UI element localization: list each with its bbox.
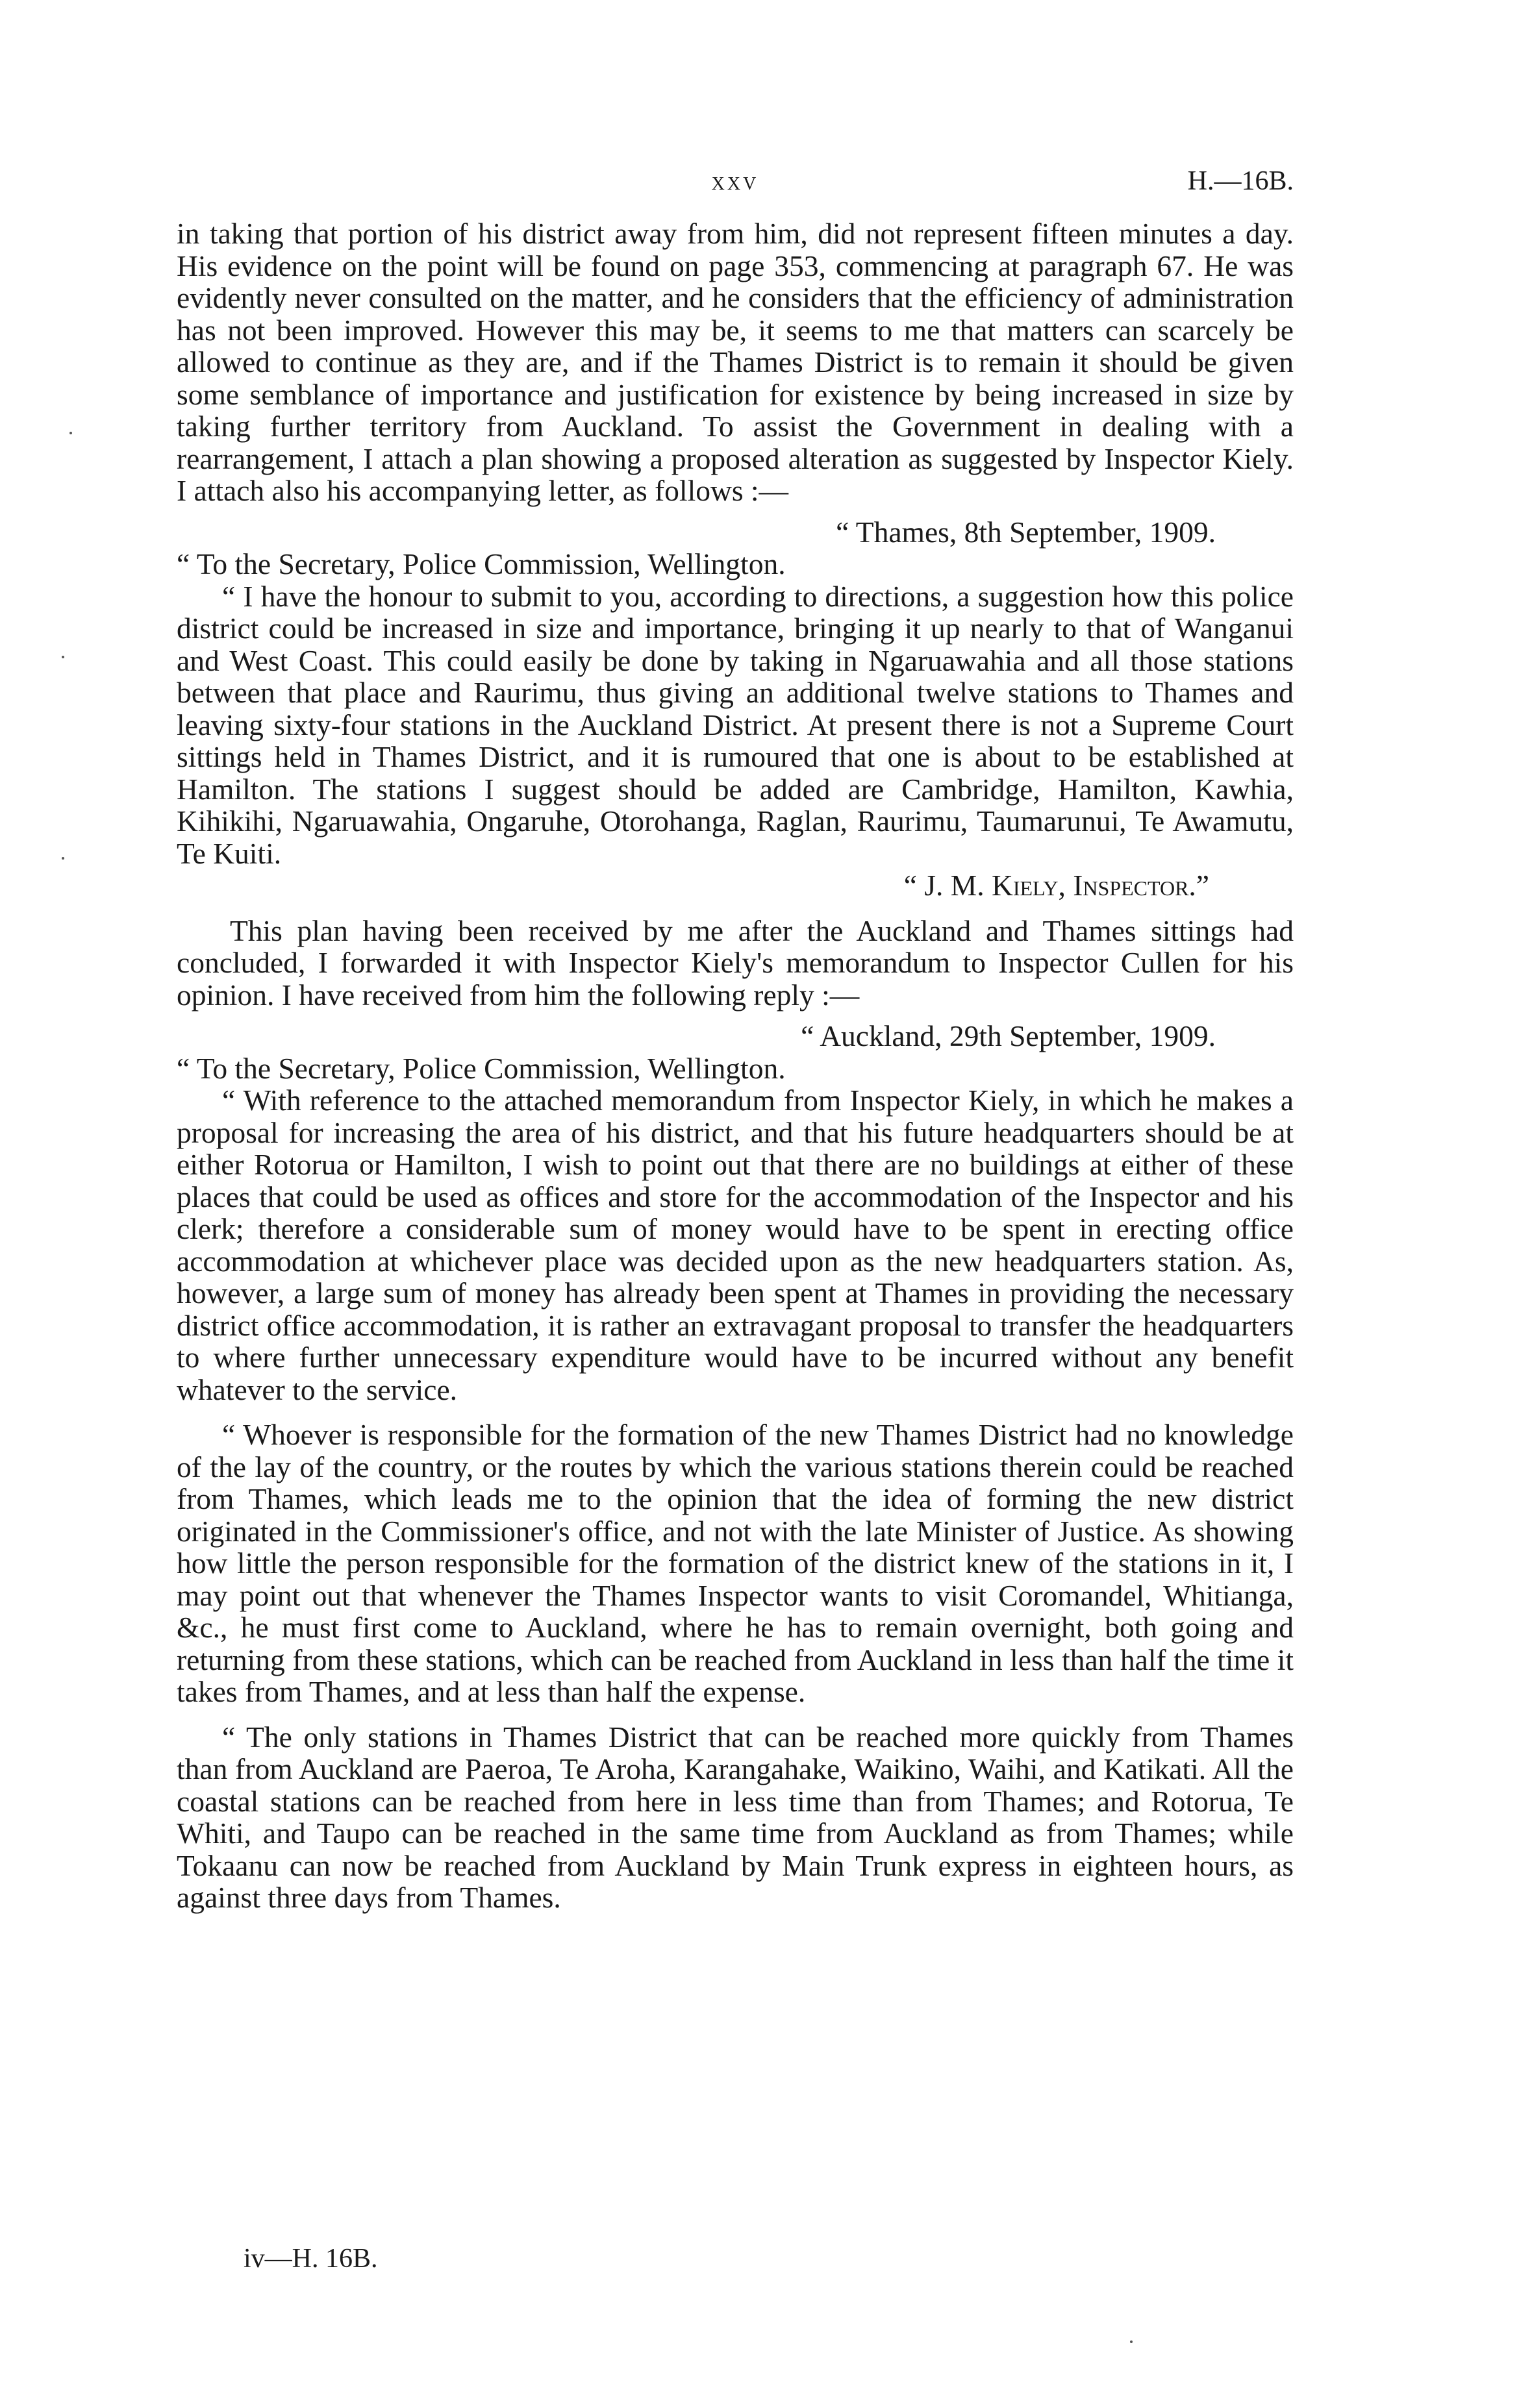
letter-body-kiely: “ I have the honour to submit to you, according to directions, a suggestion how this police district could be increased in size and importance, bringing it up nearly to that of Wanganui and West Coast. This could easily be done by taking in Ngaruawahia and all those stations between that place and Raurimu, thus giving an additional twelve stations to Thames and leaving sixty-four stations in the Auckland District. At present there is not a Supreme Court sittings held in Thames District, and it is rumoured that one is about to be established at Hamilton. The stations I suggest should be added are Cambridge, Hamilton, Kawhia, Kihikihi, Ngaruawahia, Ongaruhe, Otorohanga, Raglan, Raurimu, Taumarunui, Te Awamutu, Te Kuiti. — [177, 579, 1294, 870]
signature-mark: iv—H. 16B. — [244, 2244, 378, 2274]
letter-date-thames: “ Thames, 8th September, 1909. — [836, 515, 1216, 549]
letter-addressee: “ To the Secretary, Police Commission, Wellington. — [177, 1051, 786, 1085]
scan-speck — [62, 857, 64, 860]
letter-date-auckland: “ Auckland, 29th September, 1909. — [801, 1019, 1216, 1052]
page-header — [177, 166, 1294, 205]
scan-speck — [69, 432, 72, 434]
letter-body-cullen-2: “ Whoever is responsible for the formation of the new Thames District had no knowledge of the lay of the country, or the routes by which the various stations therein could be reached from Thames, which leads me to the opinion that the idea of forming the new district originated in the Commissioner's office, and not with the late Minister of Justice. As showing how little the person responsible for the formation of the district knew of the stations in it, I may point out that whenever the Thames Inspector wants to visit Coromandel, Whitianga, &c., he must first come to Auckland, where he has to remain overnight, both going and returning from these stations, which can be reached from Auckland in less than half the time it takes from Thames, and at less than half the expense. — [177, 1418, 1294, 1708]
letter-body-cullen-1: “ With reference to the attached memorandum from Inspector Kiely, in which he makes a proposal for increasing the area of his district, and that his future headquarters should be at either Rotorua or Hamilton, I wish to point out that there are no buildings at either of these places that could be used as offices and store for the accommodation of the Inspector and his clerk; therefore a considerable sum of money would have to be spent in erecting office accommodation at whichever place was decided upon as the new headquarters station. As, however, a large sum of money has already been spent at Thames in providing the necessary district office accommodation, it is rather an extravagant proposal to transfer the headquarters to where further unnecessary expenditure would have to be incurred without any benefit whatever to the service. — [177, 1084, 1294, 1406]
document-body — [177, 217, 1294, 1914]
paragraph-plan-received: This plan having been received by me after the Auckland and Thames sittings had concluded, I forwarded it with Inspector Kiely's memorandum to Inspector Cullen for his opinion. I have received from him the following reply :— — [177, 913, 1294, 1012]
document-reference: H.—16B. — [1187, 166, 1294, 196]
scan-speck — [62, 656, 64, 658]
scan-speck — [1130, 2340, 1133, 2343]
letter-body-cullen-3: “ The only stations in Thames District that can be reached more quickly from Thames than from Auckland are Paeroa, Te Aroha, Karangahake, Waikino, Waihi, and Katikati. All the coastal stations can be reached from here in less time than from Thames; and Rotorua, Te Whiti, and Taupo can be reached in the same time from Auckland as from Thames; while Tokaanu can now be reached from Auckland by Main Trunk express in eighteen hours, as against three days from Thames. — [177, 1720, 1294, 1914]
paragraph-continuation: in taking that portion of his district away from him, did not represent fifteen minutes a day. His evidence on the point will be found on page 353, commencing at paragraph 67. He was evidently never consulted on the matter, and he considers that the efficiency of administration has not been improved. However this may be, it seems to me that matters can scarcely be allowed to continue as they are, and if the Thames District is to remain it should be given some semblance of importance and justification for existence by being increased in size by taking further territory from Auckland. To assist the Government in dealing with a rearrangement, I attach a plan showing a proposed alteration as suggested by Inspector Kiely. I attach also his accompanying letter, as follows :— — [177, 217, 1294, 507]
letter-signature-kiely: “ J. M. Kiely, Inspector.” — [903, 869, 1209, 902]
letter-addressee: “ To the Secretary, Police Commission, Wellington. — [177, 547, 786, 580]
page-number: xxv — [711, 166, 759, 195]
